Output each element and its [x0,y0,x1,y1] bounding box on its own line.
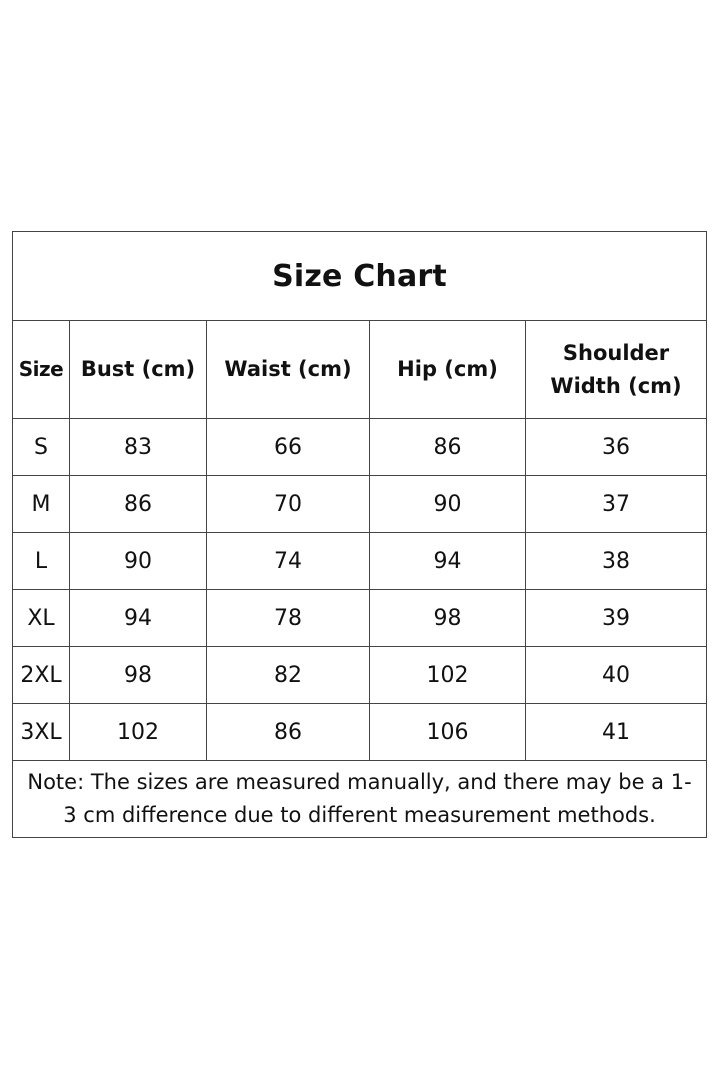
size-cell: XL [13,590,70,647]
shoulder-width-cell: 40 [526,647,707,704]
shoulder-width-cell: 38 [526,533,707,590]
table-row [13,590,707,647]
bust-cell: 86 [70,476,207,533]
bust-cell: 98 [70,647,207,704]
table-row [13,419,707,476]
waist-cell: 74 [207,533,370,590]
size-cell: 3XL [13,704,70,761]
bust-cell: 94 [70,590,207,647]
hip-cell: 90 [370,476,526,533]
size-cell: 2XL [13,647,70,704]
bust-cell: 102 [70,704,207,761]
shoulder-width-cell: 39 [526,590,707,647]
size-chart-table [12,231,707,838]
table-row [13,476,707,533]
waist-cell: 78 [207,590,370,647]
shoulder-width-cell: 36 [526,419,707,476]
header-shoulder-width: Shoulder Width (cm) [526,321,707,419]
table-row [13,533,707,590]
hip-cell: 98 [370,590,526,647]
header-bust: Bust (cm) [70,321,207,419]
waist-cell: 82 [207,647,370,704]
header-hip: Hip (cm) [370,321,526,419]
measurement-note: Note: The sizes are measured manually, and there may be a 1-3 cm difference due to different measurement methods. [13,761,707,838]
hip-cell: 102 [370,647,526,704]
chart-title: Size Chart [13,232,707,321]
hip-cell: 94 [370,533,526,590]
waist-cell: 86 [207,704,370,761]
hip-cell: 86 [370,419,526,476]
waist-cell: 70 [207,476,370,533]
header-waist: Waist (cm) [207,321,370,419]
table-row [13,704,707,761]
size-cell: L [13,533,70,590]
header-row [13,321,707,419]
shoulder-width-cell: 41 [526,704,707,761]
hip-cell: 106 [370,704,526,761]
bust-cell: 90 [70,533,207,590]
shoulder-width-cell: 37 [526,476,707,533]
header-size: Size [13,321,70,419]
size-cell: S [13,419,70,476]
note-row [13,761,707,838]
size-cell: M [13,476,70,533]
waist-cell: 66 [207,419,370,476]
title-row [13,232,707,321]
table-row [13,647,707,704]
bust-cell: 83 [70,419,207,476]
